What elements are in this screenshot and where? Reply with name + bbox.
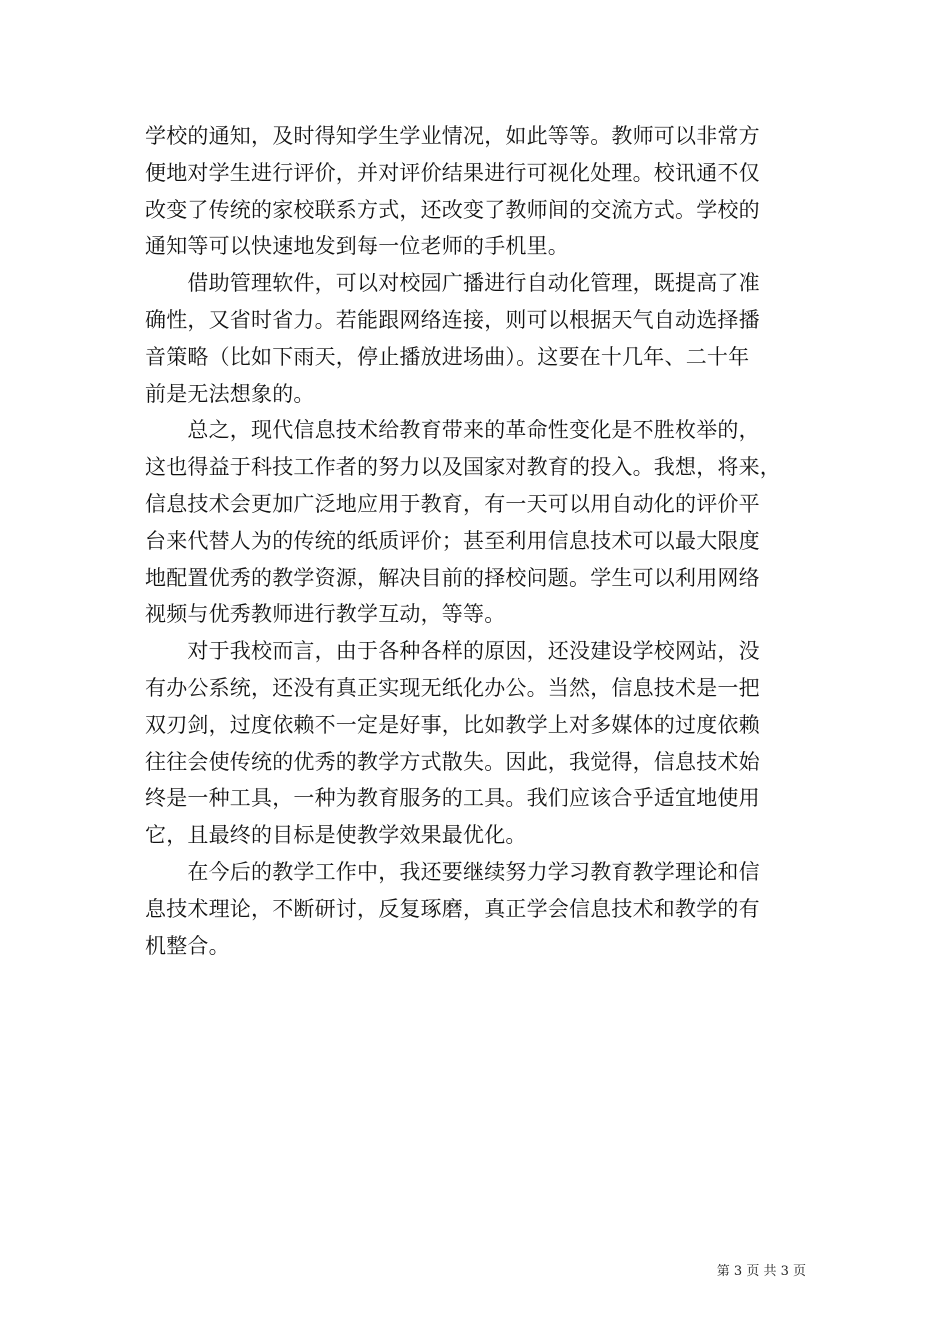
text-line: 往往会使传统的优秀的教学方式散失。因此，我觉得，信息技术始 xyxy=(145,749,760,774)
text-line: 总之，现代信息技术给教育带来的革命性变化是不胜枚举的， xyxy=(145,418,760,443)
page-number-footer: 第 3 页 共 3 页 xyxy=(716,1264,806,1279)
text-line: 对于我校而言，由于各种各样的原因，还没建设学校网站，没 xyxy=(145,639,760,664)
text-line: 前是无法想象的。 xyxy=(145,381,315,406)
text-line: 音策略（比如下雨天，停止播放进场曲）。这要在十几年、二十年 xyxy=(145,344,750,369)
text-line: 在今后的教学工作中，我还要继续努力学习教育教学理论和信 xyxy=(145,859,760,884)
text-line: 它，且最终的目标是使教学效果最优化。 xyxy=(145,823,527,848)
text-line: 通知等可以快速地发到每一位老师的手机里。 xyxy=(145,234,569,259)
text-line: 机整合。 xyxy=(145,933,230,958)
text-line: 视频与优秀教师进行教学互动，等等。 xyxy=(145,602,506,627)
text-line: 改变了传统的家校联系方式，还改变了教师间的交流方式。学校的 xyxy=(145,197,760,222)
text-line: 信息技术会更加广泛地应用于教育，有一天可以用自动化的评价平 xyxy=(145,491,760,516)
text-line: 息技术理论，不断研讨，反复琢磨，真正学会信息技术和教学的有 xyxy=(145,896,760,921)
text-line: 借助管理软件，可以对校园广播进行自动化管理，既提高了准 xyxy=(145,271,760,296)
text-line: 这也得益于科技工作者的努力以及国家对教育的投入。我想，将来， xyxy=(145,455,781,480)
text-line: 地配置优秀的教学资源，解决目前的择校问题。学生可以利用网络 xyxy=(145,565,760,590)
text-line: 学校的通知，及时得知学生学业情况，如此等等。教师可以非常方 xyxy=(145,124,760,148)
text-line: 有办公系统，还没有真正实现无纸化办公。当然，信息技术是一把 xyxy=(145,675,760,700)
text-line: 终是一种工具，一种为教育服务的工具。我们应该合乎适宜地使用 xyxy=(145,786,760,811)
text-line: 确性，又省时省力。若能跟网络连接，则可以根据天气自动选择播 xyxy=(145,307,760,332)
document-body xyxy=(145,118,810,964)
text-line: 双刃剑，过度依赖不一定是好事，比如教学上对多媒体的过度依赖 xyxy=(145,712,760,737)
text-line: 台来代替人为的传统的纸质评价；甚至利用信息技术可以最大限度 xyxy=(145,528,760,553)
text-line: 便地对学生进行评价，并对评价结果进行可视化处理。校讯通不仅 xyxy=(145,160,760,185)
